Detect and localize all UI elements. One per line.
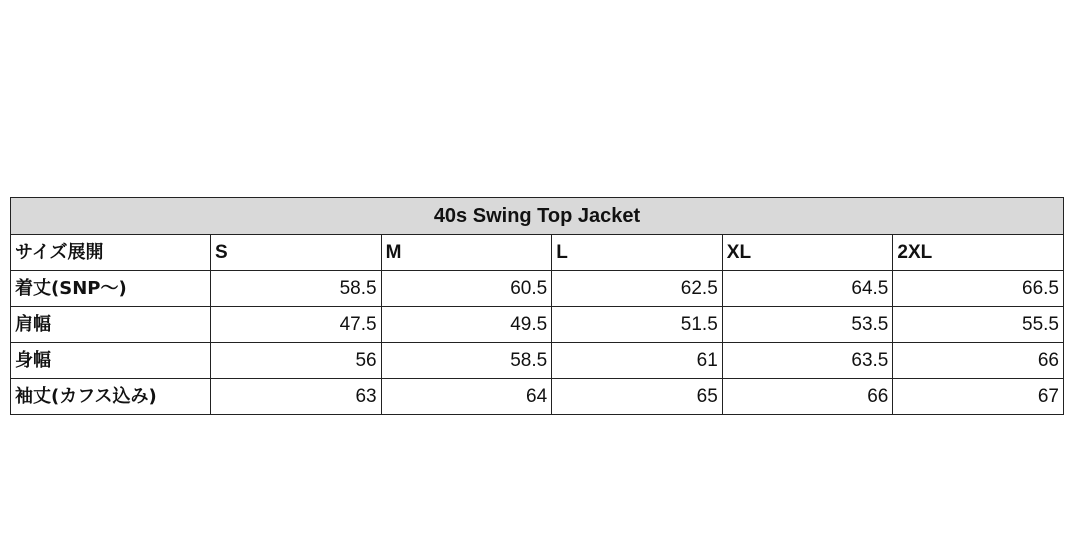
table-cell: 63.5 (722, 343, 893, 379)
table-row (11, 343, 1064, 379)
table-cell: 55.5 (893, 307, 1064, 343)
table-cell: 62.5 (552, 271, 723, 307)
size-chart-table (10, 197, 1064, 415)
table-cell: 64 (381, 379, 552, 415)
size-header-2xl: 2XL (893, 235, 1064, 271)
table-row (11, 271, 1064, 307)
size-header-m: M (381, 235, 552, 271)
table-cell: 66 (893, 343, 1064, 379)
table-row (11, 379, 1064, 415)
table-cell: 67 (893, 379, 1064, 415)
table-row (11, 307, 1064, 343)
table-cell: 58.5 (381, 343, 552, 379)
row-label: 着丈(SNP〜) (11, 271, 211, 307)
table-cell: 53.5 (722, 307, 893, 343)
table-cell: 56 (211, 343, 382, 379)
table-cell: 64.5 (722, 271, 893, 307)
table-cell: 66.5 (893, 271, 1064, 307)
row-label: 身幅 (11, 343, 211, 379)
size-header-l: L (552, 235, 723, 271)
table-title: 40s Swing Top Jacket (11, 198, 1064, 235)
table-cell: 58.5 (211, 271, 382, 307)
table-cell: 47.5 (211, 307, 382, 343)
size-header-xl: XL (722, 235, 893, 271)
table-cell: 66 (722, 379, 893, 415)
table-cell: 49.5 (381, 307, 552, 343)
table-cell: 65 (552, 379, 723, 415)
size-header-row (11, 235, 1064, 271)
size-header-s: S (211, 235, 382, 271)
table-cell: 63 (211, 379, 382, 415)
table-cell: 60.5 (381, 271, 552, 307)
title-row (11, 198, 1064, 235)
row-label: 肩幅 (11, 307, 211, 343)
size-header-label: サイズ展開 (11, 235, 211, 271)
table-cell: 51.5 (552, 307, 723, 343)
table-cell: 61 (552, 343, 723, 379)
row-label: 袖丈(カフス込み) (11, 379, 211, 415)
